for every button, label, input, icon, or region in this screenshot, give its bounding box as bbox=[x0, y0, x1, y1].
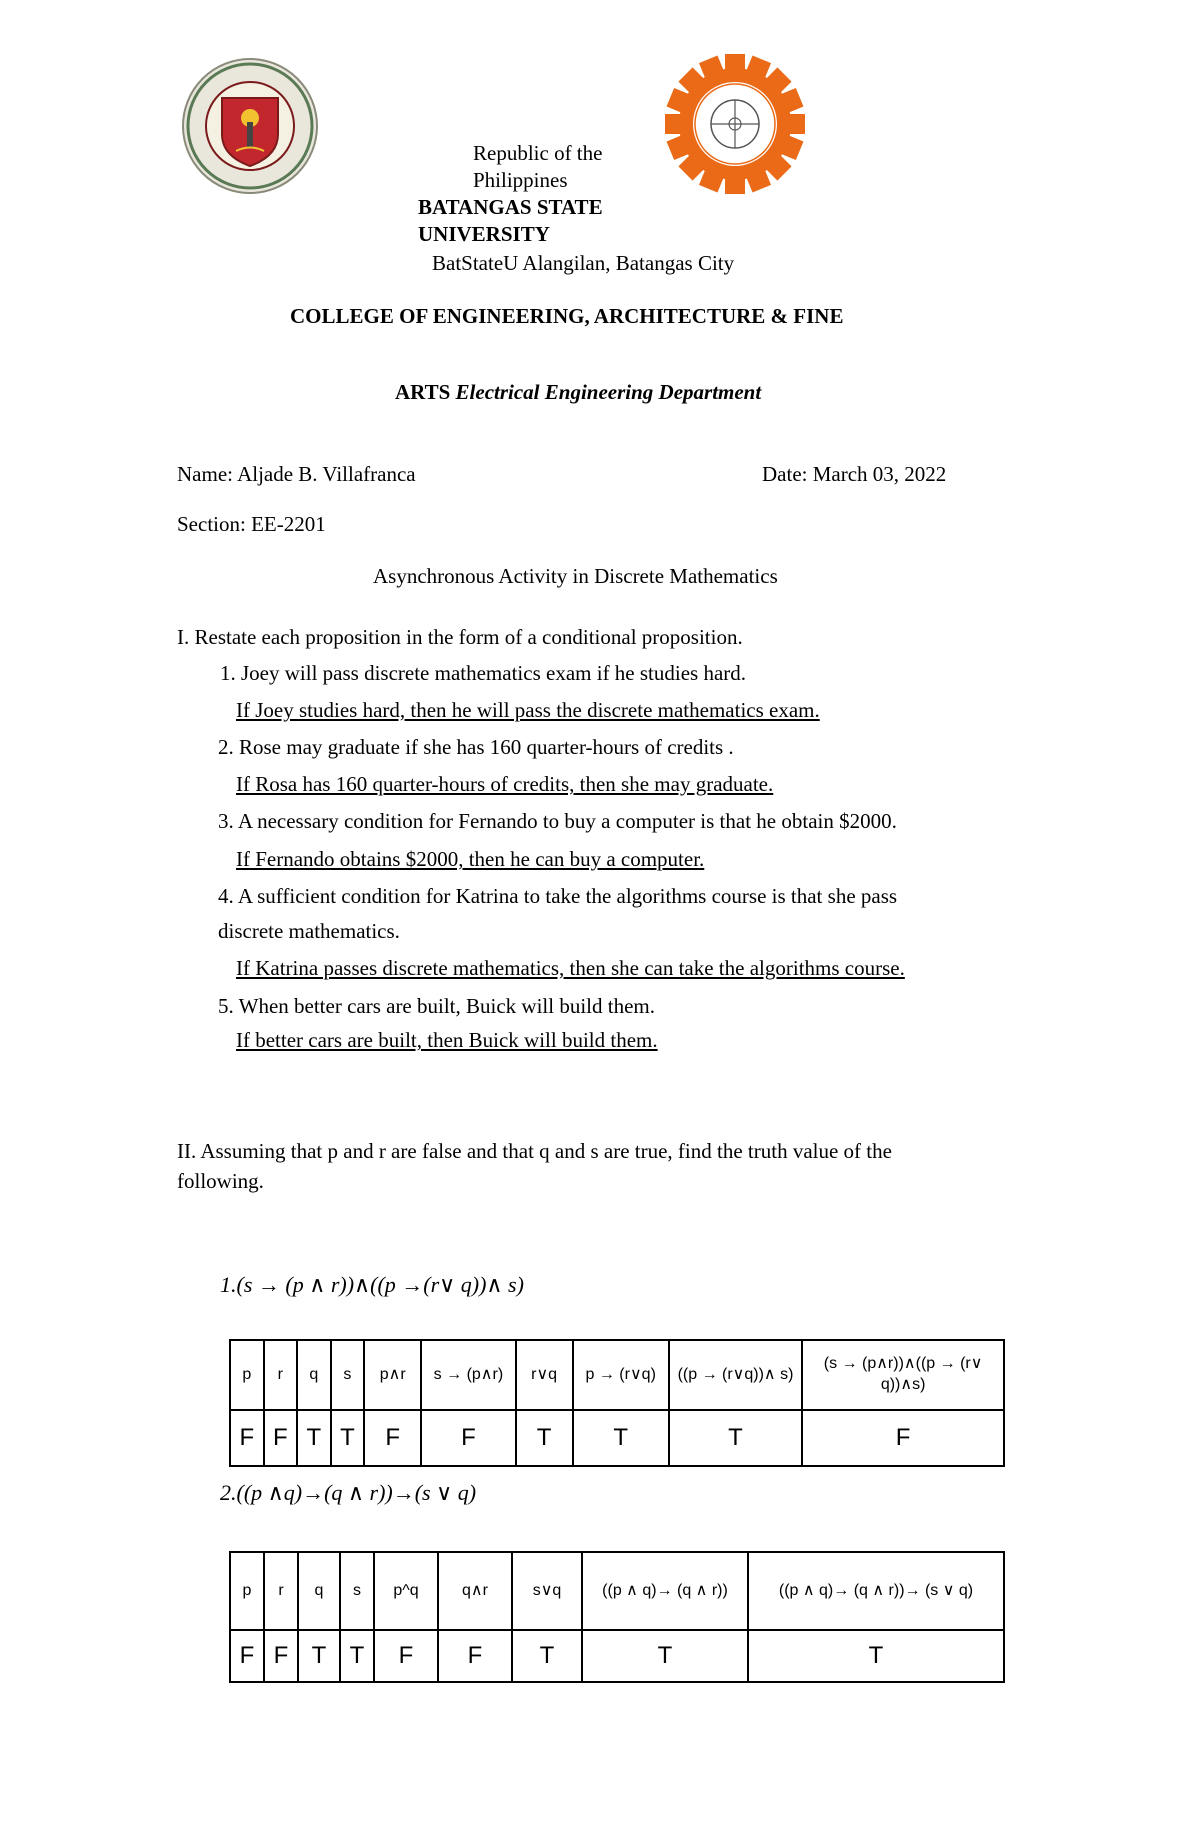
table1-header: s → (p∧r) bbox=[421, 1340, 515, 1410]
table2-header: q bbox=[298, 1552, 340, 1630]
table2-value: T bbox=[340, 1630, 374, 1682]
table1-header: r bbox=[264, 1340, 298, 1410]
table1-value: T bbox=[331, 1410, 365, 1466]
college-name: COLLEGE OF ENGINEERING, ARCHITECTURE & FINE bbox=[290, 304, 844, 328]
table1-value: F bbox=[364, 1410, 421, 1466]
table2-value: F bbox=[438, 1630, 512, 1682]
truth-table-1 bbox=[229, 1339, 1005, 1467]
answer-4: If Katrina passes discrete mathematics, then she can take the algorithms course. bbox=[236, 956, 905, 980]
truth-table-2 bbox=[229, 1551, 1005, 1683]
table1-value: T bbox=[516, 1410, 573, 1466]
table1-header: p∧r bbox=[364, 1340, 421, 1410]
table1-value: T bbox=[669, 1410, 802, 1466]
batangas-state-university-seal-icon bbox=[178, 56, 323, 196]
table2-header: p^q bbox=[374, 1552, 438, 1630]
university-seal-logo bbox=[178, 56, 323, 196]
campus: BatStateU Alangilan, Batangas City bbox=[432, 251, 735, 275]
answer-3: If Fernando obtains $2000, then he can buy a computer. bbox=[236, 847, 705, 871]
answer-2: If Rosa has 160 quarter-hours of credits, then she may graduate. bbox=[236, 772, 774, 796]
university-name-line-2: UNIVERSITY bbox=[418, 222, 550, 246]
engineering-gear-seal-icon bbox=[660, 52, 810, 197]
table2-header: q∧r bbox=[438, 1552, 512, 1630]
table2-value: F bbox=[374, 1630, 438, 1682]
activity-title: Asynchronous Activity in Discrete Mathematics bbox=[373, 564, 778, 588]
section: Section: EE-2201 bbox=[177, 512, 326, 536]
table1-header: r∨q bbox=[516, 1340, 573, 1410]
student-name: Name: Aljade B. Villafranca bbox=[177, 462, 416, 486]
question-2: 2. Rose may graduate if she has 160 quarter-hours of credits . bbox=[218, 735, 734, 759]
question-4-line-2: discrete mathematics. bbox=[218, 919, 400, 943]
republic-line-1: Republic of the bbox=[473, 141, 603, 165]
table1-header: (s → (p∧r))∧((p → (r∨ q))∧s) bbox=[802, 1340, 1004, 1410]
question-4-line-1: 4. A sufficient condition for Katrina to take the algorithms course is that she pass bbox=[218, 884, 898, 908]
table2-value: T bbox=[748, 1630, 1004, 1682]
table2-header: ((p ∧ q)→ (q ∧ r)) bbox=[582, 1552, 748, 1630]
table2-header: r bbox=[264, 1552, 298, 1630]
table1-value: F bbox=[421, 1410, 515, 1466]
date: Date: March 03, 2022 bbox=[762, 462, 947, 486]
table1-header: p → (r∨q) bbox=[573, 1340, 669, 1410]
department-line bbox=[395, 379, 761, 405]
table1-value: T bbox=[297, 1410, 331, 1466]
part2-heading-line-2: following. bbox=[177, 1169, 264, 1193]
table1-header: p bbox=[230, 1340, 264, 1410]
problem-2-formula: 2.((p ∧q)→(q ∧ r))→(s ∨ q) bbox=[220, 1480, 477, 1505]
part2-heading-line-1: II. Assuming that p and r are false and that q and s are true, find the truth value of the bbox=[177, 1139, 892, 1163]
table1-value: T bbox=[573, 1410, 669, 1466]
part1-heading: I. Restate each proposition in the form of a conditional proposition. bbox=[177, 625, 743, 649]
table1-header: ((p → (r∨q))∧ s) bbox=[669, 1340, 802, 1410]
table2-value: T bbox=[512, 1630, 582, 1682]
table2-value: T bbox=[582, 1630, 748, 1682]
table1-header: q bbox=[297, 1340, 331, 1410]
answer-5: If better cars are built, then Buick will build them. bbox=[236, 1028, 658, 1052]
problem-1-formula: 1.(s → (p ∧ r))∧((p →(r∨ q))∧ s) bbox=[220, 1272, 524, 1297]
table2-header: s∨q bbox=[512, 1552, 582, 1630]
table2-header: p bbox=[230, 1552, 264, 1630]
table2-header: s bbox=[340, 1552, 374, 1630]
engineering-gear-logo bbox=[660, 52, 810, 197]
table1-value: F bbox=[264, 1410, 298, 1466]
table1-header: s bbox=[331, 1340, 365, 1410]
table1-value: F bbox=[230, 1410, 264, 1466]
university-name-line-1: BATANGAS STATE bbox=[418, 195, 603, 219]
department-name: Electrical Engineering Department bbox=[455, 380, 762, 404]
answer-1: If Joey studies hard, then he will pass the discrete mathematics exam. bbox=[236, 698, 820, 722]
republic-line-2: Philippines bbox=[473, 168, 568, 192]
table2-value: F bbox=[230, 1630, 264, 1682]
arts-label: ARTS bbox=[395, 380, 451, 404]
question-5: 5. When better cars are built, Buick will build them. bbox=[218, 994, 656, 1018]
question-3: 3. A necessary condition for Fernando to buy a computer is that he obtain $2000. bbox=[218, 809, 897, 833]
table1-value: F bbox=[802, 1410, 1004, 1466]
table2-value: T bbox=[298, 1630, 340, 1682]
question-1: 1. Joey will pass discrete mathematics exam if he studies hard. bbox=[220, 661, 747, 685]
table2-header: ((p ∧ q)→ (q ∧ r))→ (s ∨ q) bbox=[748, 1552, 1004, 1630]
table2-value: F bbox=[264, 1630, 298, 1682]
